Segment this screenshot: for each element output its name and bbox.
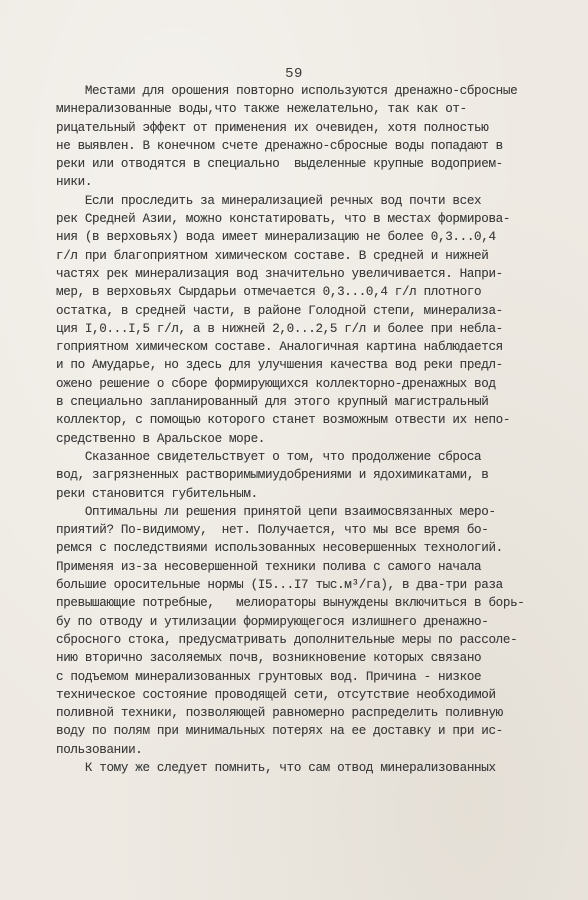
- text-line: рек Средней Азии, можно констатировать, что в местах формирова-: [56, 212, 511, 227]
- text-line: ожено решение о сборе формирующихся коллекторно-дренажных вод: [56, 376, 496, 391]
- text-line: г/л при благоприятном химическом составе. В средней и нижней: [56, 248, 489, 263]
- body-text: [56, 82, 526, 777]
- text-line: бу по отводу и утилизации формирующегося излишнего дренажно-: [56, 614, 489, 629]
- text-line: К тому же следует помнить, что сам отвод минерализованных: [56, 760, 496, 775]
- text-line: пользовании.: [56, 742, 143, 757]
- text-line: ники.: [56, 175, 93, 190]
- text-line: и по Амударье, но здесь для улучшения качества вод реки предл-: [56, 358, 503, 373]
- text-line: Оптимальны ли решения принятой цепи взаимосвязанных меро-: [56, 504, 496, 519]
- text-line: ремся с последствиями использованных несовершенных технологий.: [56, 541, 503, 556]
- page-number: 59: [285, 66, 303, 82]
- text-line: нию вторично засоляемых почв, возникновение которых связано: [56, 651, 482, 666]
- text-line: мер, в верховьях Сырдарьи отмечается 0,3...0,4 г/л плотного: [56, 285, 482, 300]
- text-line: вод, загрязненных растворимымиудобрениями и ядохимикатами, в: [56, 468, 489, 483]
- text-line: ния (в верховьях) вода имеет минерализацию не более 0,3...0,4: [56, 230, 496, 245]
- text-line: превышающие потребные, мелиораторы вынуждены включиться в борь-: [56, 596, 525, 611]
- text-line: Применяя из-за несовершенной техники полива с самого начала: [56, 559, 482, 574]
- text-line: не выявлен. В конечном счете дренажно-сбросные воды попадают в: [56, 138, 503, 153]
- text-line: реки становится губительным.: [56, 486, 258, 501]
- text-line: реки или отводятся в специально выделенные крупные водоприем-: [56, 157, 503, 172]
- text-line: частях рек минерализация вод значительно увеличивается. Напри-: [56, 266, 503, 281]
- text-line: сбросного стока, предусматривать дополнительные меры по рассоле-: [56, 632, 518, 647]
- text-line: рицательный эффект от применения их очевиден, хотя полностью: [56, 120, 489, 135]
- text-line: средственно в Аральское море.: [56, 431, 266, 446]
- text-line: Местами для орошения повторно используются дренажно-сбросные: [56, 84, 518, 98]
- text-line: гоприятном химическом составе. Аналогичная картина наблюдается: [56, 340, 503, 355]
- text-line: с подъемом минерализованных грунтовых вод. Причина - низкое: [56, 669, 482, 684]
- text-line: воду по полям при минимальных потерях на ее доставку и при ис-: [56, 724, 503, 739]
- text-line: приятий? По-видимому, нет. Получается, что мы все время бо-: [56, 523, 489, 538]
- text-line: минерализованные воды,что также нежелательно, так как от-: [56, 102, 467, 117]
- text-line: большие оросительные нормы (I5...I7 тыс.м³/га), в два-три раза: [56, 578, 503, 593]
- text-line: Сказанное свидетельствует о том, что продолжение сброса: [56, 449, 482, 464]
- text-line: ция I,0...I,5 г/л, а в нижней 2,0...2,5 г/л и более при небла-: [56, 321, 503, 336]
- text-line: остатка, в средней части, в районе Голодной степи, минерализа-: [56, 303, 503, 318]
- text-line: поливной техники, позволяющей равномерно распределить поливную: [56, 706, 503, 721]
- text-line: Если проследить за минерализацией речных вод почти всех: [56, 193, 482, 208]
- text-line: коллектор, с помощью которого станет возможным отвести их непо-: [56, 413, 511, 428]
- text-line: техническое состояние проводящей сети, отсутствие необходимой: [56, 687, 496, 702]
- text-line: в специально запланированный для этого крупный магистральный: [56, 395, 489, 410]
